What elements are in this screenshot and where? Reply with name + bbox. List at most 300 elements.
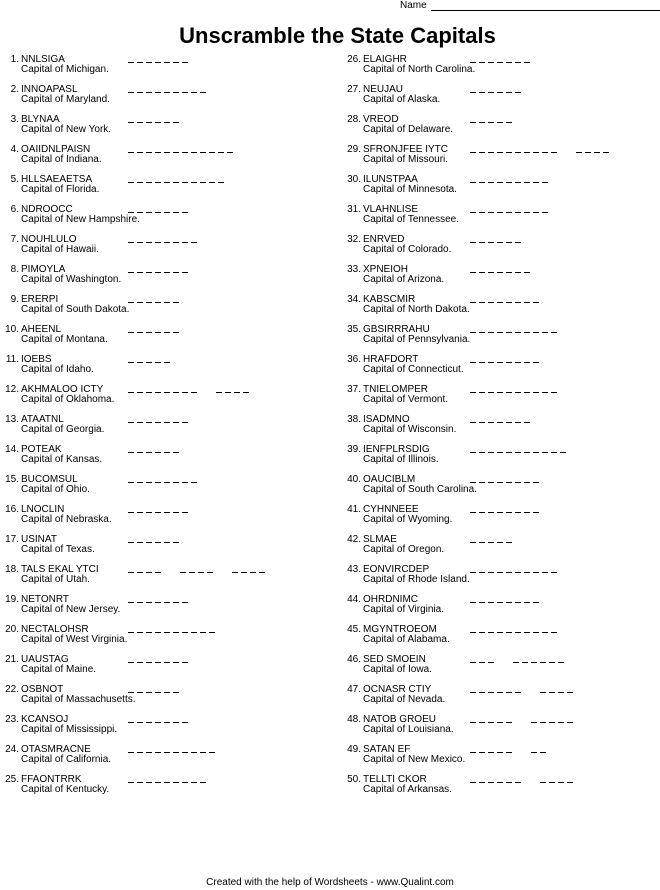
letter-blank[interactable] (506, 388, 512, 393)
letter-blank[interactable] (146, 328, 152, 333)
letter-blank[interactable] (218, 178, 224, 183)
letter-blank[interactable] (470, 58, 476, 63)
letter-blank[interactable] (146, 298, 152, 303)
letter-blank[interactable] (488, 778, 494, 783)
letter-blank[interactable] (515, 778, 521, 783)
letter-blank[interactable] (155, 448, 161, 453)
letter-blank[interactable] (515, 508, 521, 513)
letter-blank[interactable] (551, 448, 557, 453)
letter-blank[interactable] (533, 298, 539, 303)
letter-blank[interactable] (128, 778, 134, 783)
letter-blank[interactable] (128, 538, 134, 543)
letter-blank[interactable] (128, 298, 134, 303)
letter-blank[interactable] (506, 478, 512, 483)
letter-blank[interactable] (182, 88, 188, 93)
letter-blank[interactable] (533, 328, 539, 333)
letter-blank[interactable] (173, 178, 179, 183)
letter-blank[interactable] (146, 748, 152, 753)
letter-blank[interactable] (506, 598, 512, 603)
letter-blank[interactable] (506, 358, 512, 363)
letter-blank[interactable] (542, 148, 548, 153)
letter-blank[interactable] (470, 208, 476, 213)
letter-blank[interactable] (182, 718, 188, 723)
letter-blank[interactable] (209, 748, 215, 753)
letter-blank[interactable] (488, 598, 494, 603)
letter-blank[interactable] (515, 358, 521, 363)
letter-blank[interactable] (164, 58, 170, 63)
letter-blank[interactable] (515, 568, 521, 573)
letter-blank[interactable] (488, 658, 494, 663)
letter-blank[interactable] (146, 658, 152, 663)
letter-blank[interactable] (191, 778, 197, 783)
letter-blank[interactable] (497, 778, 503, 783)
letter-blank[interactable] (506, 508, 512, 513)
letter-blank[interactable] (173, 148, 179, 153)
letter-blank[interactable] (155, 508, 161, 513)
letter-blank[interactable] (479, 268, 485, 273)
letter-blank[interactable] (146, 778, 152, 783)
letter-blank[interactable] (173, 538, 179, 543)
letter-blank[interactable] (173, 208, 179, 213)
letter-blank[interactable] (146, 388, 152, 393)
letter-blank[interactable] (128, 688, 134, 693)
letter-blank[interactable] (128, 508, 134, 513)
letter-blank[interactable] (146, 118, 152, 123)
letter-blank[interactable] (524, 208, 530, 213)
letter-blank[interactable] (533, 148, 539, 153)
letter-blank[interactable] (164, 388, 170, 393)
letter-blank[interactable] (524, 298, 530, 303)
letter-blank[interactable] (164, 478, 170, 483)
letter-blank[interactable] (488, 148, 494, 153)
letter-blank[interactable] (173, 628, 179, 633)
letter-blank[interactable] (549, 688, 555, 693)
letter-blank[interactable] (137, 88, 143, 93)
letter-blank[interactable] (470, 448, 476, 453)
letter-blank[interactable] (164, 118, 170, 123)
letter-blank[interactable] (155, 628, 161, 633)
letter-blank[interactable] (531, 658, 537, 663)
letter-blank[interactable] (146, 88, 152, 93)
letter-blank[interactable] (164, 688, 170, 693)
letter-blank[interactable] (173, 388, 179, 393)
letter-blank[interactable] (488, 388, 494, 393)
letter-blank[interactable] (542, 388, 548, 393)
letter-blank[interactable] (515, 148, 521, 153)
letter-blank[interactable] (173, 418, 179, 423)
letter-blank[interactable] (542, 208, 548, 213)
letter-blank[interactable] (585, 148, 591, 153)
letter-blank[interactable] (479, 478, 485, 483)
letter-blank[interactable] (128, 448, 134, 453)
letter-blank[interactable] (488, 118, 494, 123)
letter-blank[interactable] (173, 598, 179, 603)
letter-blank[interactable] (567, 718, 573, 723)
letter-blank[interactable] (549, 778, 555, 783)
letter-blank[interactable] (164, 88, 170, 93)
letter-blank[interactable] (173, 508, 179, 513)
letter-blank[interactable] (488, 88, 494, 93)
letter-blank[interactable] (137, 478, 143, 483)
letter-blank[interactable] (209, 148, 215, 153)
letter-blank[interactable] (533, 478, 539, 483)
letter-blank[interactable] (506, 418, 512, 423)
letter-blank[interactable] (524, 148, 530, 153)
letter-blank[interactable] (497, 298, 503, 303)
letter-blank[interactable] (540, 748, 546, 753)
letter-blank[interactable] (542, 568, 548, 573)
letter-blank[interactable] (155, 658, 161, 663)
letter-blank[interactable] (551, 628, 557, 633)
letter-blank[interactable] (232, 568, 238, 573)
letter-blank[interactable] (497, 88, 503, 93)
letter-blank[interactable] (497, 268, 503, 273)
letter-blank[interactable] (137, 328, 143, 333)
letter-blank[interactable] (200, 778, 206, 783)
letter-blank[interactable] (155, 148, 161, 153)
letter-blank[interactable] (155, 388, 161, 393)
letter-blank[interactable] (542, 178, 548, 183)
letter-blank[interactable] (182, 778, 188, 783)
letter-blank[interactable] (488, 748, 494, 753)
letter-blank[interactable] (533, 388, 539, 393)
letter-blank[interactable] (531, 718, 537, 723)
letter-blank[interactable] (488, 208, 494, 213)
letter-blank[interactable] (540, 778, 546, 783)
letter-blank[interactable] (549, 658, 555, 663)
letter-blank[interactable] (558, 688, 564, 693)
letter-blank[interactable] (173, 748, 179, 753)
letter-blank[interactable] (479, 688, 485, 693)
letter-blank[interactable] (191, 88, 197, 93)
letter-blank[interactable] (137, 628, 143, 633)
letter-blank[interactable] (479, 388, 485, 393)
letter-blank[interactable] (515, 238, 521, 243)
letter-blank[interactable] (164, 718, 170, 723)
letter-blank[interactable] (497, 538, 503, 543)
letter-blank[interactable] (542, 328, 548, 333)
letter-blank[interactable] (155, 238, 161, 243)
letter-blank[interactable] (524, 508, 530, 513)
letter-blank[interactable] (488, 418, 494, 423)
letter-blank[interactable] (479, 658, 485, 663)
letter-blank[interactable] (164, 358, 170, 363)
letter-blank[interactable] (488, 538, 494, 543)
letter-blank[interactable] (567, 688, 573, 693)
letter-blank[interactable] (506, 88, 512, 93)
letter-blank[interactable] (182, 748, 188, 753)
letter-blank[interactable] (164, 598, 170, 603)
letter-blank[interactable] (479, 778, 485, 783)
letter-blank[interactable] (164, 298, 170, 303)
letter-blank[interactable] (182, 238, 188, 243)
letter-blank[interactable] (234, 388, 240, 393)
letter-blank[interactable] (155, 688, 161, 693)
letter-blank[interactable] (146, 208, 152, 213)
letter-blank[interactable] (497, 568, 503, 573)
letter-blank[interactable] (198, 568, 204, 573)
letter-blank[interactable] (155, 418, 161, 423)
letter-blank[interactable] (128, 148, 134, 153)
letter-blank[interactable] (479, 238, 485, 243)
letter-blank[interactable] (506, 118, 512, 123)
letter-blank[interactable] (497, 358, 503, 363)
letter-blank[interactable] (470, 148, 476, 153)
letter-blank[interactable] (241, 568, 247, 573)
letter-blank[interactable] (259, 568, 265, 573)
letter-blank[interactable] (479, 538, 485, 543)
letter-blank[interactable] (533, 448, 539, 453)
letter-blank[interactable] (533, 508, 539, 513)
letter-blank[interactable] (164, 778, 170, 783)
letter-blank[interactable] (209, 178, 215, 183)
letter-blank[interactable] (137, 178, 143, 183)
letter-blank[interactable] (182, 388, 188, 393)
letter-blank[interactable] (155, 88, 161, 93)
letter-blank[interactable] (470, 568, 476, 573)
letter-blank[interactable] (497, 628, 503, 633)
letter-blank[interactable] (137, 268, 143, 273)
letter-blank[interactable] (191, 388, 197, 393)
letter-blank[interactable] (146, 268, 152, 273)
letter-blank[interactable] (497, 388, 503, 393)
letter-blank[interactable] (470, 298, 476, 303)
letter-blank[interactable] (146, 718, 152, 723)
letter-blank[interactable] (524, 628, 530, 633)
letter-blank[interactable] (209, 628, 215, 633)
letter-blank[interactable] (515, 328, 521, 333)
letter-blank[interactable] (479, 148, 485, 153)
letter-blank[interactable] (128, 208, 134, 213)
letter-blank[interactable] (533, 568, 539, 573)
letter-blank[interactable] (479, 628, 485, 633)
letter-blank[interactable] (515, 628, 521, 633)
letter-blank[interactable] (137, 238, 143, 243)
letter-blank[interactable] (182, 658, 188, 663)
letter-blank[interactable] (164, 658, 170, 663)
letter-blank[interactable] (191, 238, 197, 243)
letter-blank[interactable] (524, 58, 530, 63)
letter-blank[interactable] (470, 658, 476, 663)
letter-blank[interactable] (128, 598, 134, 603)
letter-blank[interactable] (576, 148, 582, 153)
letter-blank[interactable] (182, 478, 188, 483)
letter-blank[interactable] (173, 268, 179, 273)
letter-blank[interactable] (164, 418, 170, 423)
letter-blank[interactable] (173, 778, 179, 783)
letter-blank[interactable] (146, 178, 152, 183)
letter-blank[interactable] (155, 268, 161, 273)
letter-blank[interactable] (146, 478, 152, 483)
letter-blank[interactable] (146, 688, 152, 693)
letter-blank[interactable] (488, 718, 494, 723)
letter-blank[interactable] (191, 148, 197, 153)
letter-blank[interactable] (497, 478, 503, 483)
letter-blank[interactable] (137, 718, 143, 723)
letter-blank[interactable] (137, 58, 143, 63)
letter-blank[interactable] (250, 568, 256, 573)
letter-blank[interactable] (137, 598, 143, 603)
letter-blank[interactable] (497, 58, 503, 63)
letter-blank[interactable] (524, 358, 530, 363)
letter-blank[interactable] (173, 718, 179, 723)
letter-blank[interactable] (470, 268, 476, 273)
letter-blank[interactable] (497, 178, 503, 183)
letter-blank[interactable] (488, 478, 494, 483)
letter-blank[interactable] (506, 178, 512, 183)
letter-blank[interactable] (506, 58, 512, 63)
letter-blank[interactable] (200, 178, 206, 183)
letter-blank[interactable] (497, 118, 503, 123)
letter-blank[interactable] (497, 238, 503, 243)
letter-blank[interactable] (173, 238, 179, 243)
letter-blank[interactable] (515, 598, 521, 603)
letter-blank[interactable] (173, 88, 179, 93)
letter-blank[interactable] (137, 388, 143, 393)
letter-blank[interactable] (128, 268, 134, 273)
letter-blank[interactable] (137, 778, 143, 783)
letter-blank[interactable] (164, 148, 170, 153)
letter-blank[interactable] (506, 448, 512, 453)
letter-blank[interactable] (524, 418, 530, 423)
letter-blank[interactable] (470, 538, 476, 543)
letter-blank[interactable] (533, 208, 539, 213)
letter-blank[interactable] (533, 628, 539, 633)
letter-blank[interactable] (146, 448, 152, 453)
letter-blank[interactable] (479, 418, 485, 423)
letter-blank[interactable] (497, 508, 503, 513)
letter-blank[interactable] (146, 538, 152, 543)
letter-blank[interactable] (470, 478, 476, 483)
letter-blank[interactable] (137, 568, 143, 573)
letter-blank[interactable] (182, 418, 188, 423)
letter-blank[interactable] (567, 778, 573, 783)
letter-blank[interactable] (137, 538, 143, 543)
letter-blank[interactable] (524, 388, 530, 393)
letter-blank[interactable] (479, 448, 485, 453)
letter-blank[interactable] (497, 688, 503, 693)
letter-blank[interactable] (515, 478, 521, 483)
letter-blank[interactable] (524, 598, 530, 603)
letter-blank[interactable] (506, 718, 512, 723)
letter-blank[interactable] (497, 448, 503, 453)
letter-blank[interactable] (180, 568, 186, 573)
letter-blank[interactable] (137, 688, 143, 693)
letter-blank[interactable] (479, 598, 485, 603)
letter-blank[interactable] (146, 58, 152, 63)
letter-blank[interactable] (479, 358, 485, 363)
letter-blank[interactable] (551, 388, 557, 393)
letter-blank[interactable] (515, 298, 521, 303)
letter-blank[interactable] (506, 148, 512, 153)
letter-blank[interactable] (594, 148, 600, 153)
letter-blank[interactable] (506, 298, 512, 303)
letter-blank[interactable] (470, 118, 476, 123)
letter-blank[interactable] (173, 658, 179, 663)
letter-blank[interactable] (164, 448, 170, 453)
letter-blank[interactable] (128, 88, 134, 93)
letter-blank[interactable] (497, 718, 503, 723)
letter-blank[interactable] (497, 598, 503, 603)
letter-blank[interactable] (137, 748, 143, 753)
letter-blank[interactable] (128, 58, 134, 63)
letter-blank[interactable] (182, 628, 188, 633)
letter-blank[interactable] (506, 688, 512, 693)
letter-blank[interactable] (128, 178, 134, 183)
letter-blank[interactable] (515, 268, 521, 273)
letter-blank[interactable] (515, 88, 521, 93)
letter-blank[interactable] (488, 358, 494, 363)
letter-blank[interactable] (200, 88, 206, 93)
letter-blank[interactable] (542, 448, 548, 453)
letter-blank[interactable] (488, 688, 494, 693)
letter-blank[interactable] (524, 268, 530, 273)
letter-blank[interactable] (164, 268, 170, 273)
letter-blank[interactable] (488, 238, 494, 243)
letter-blank[interactable] (146, 568, 152, 573)
letter-blank[interactable] (146, 598, 152, 603)
letter-blank[interactable] (506, 778, 512, 783)
letter-blank[interactable] (128, 658, 134, 663)
letter-blank[interactable] (479, 568, 485, 573)
letter-blank[interactable] (173, 58, 179, 63)
letter-blank[interactable] (497, 208, 503, 213)
letter-blank[interactable] (137, 448, 143, 453)
letter-blank[interactable] (533, 598, 539, 603)
letter-blank[interactable] (470, 178, 476, 183)
letter-blank[interactable] (470, 718, 476, 723)
letter-blank[interactable] (182, 178, 188, 183)
letter-blank[interactable] (524, 478, 530, 483)
letter-blank[interactable] (506, 538, 512, 543)
letter-blank[interactable] (216, 388, 222, 393)
letter-blank[interactable] (540, 688, 546, 693)
letter-blank[interactable] (155, 538, 161, 543)
letter-blank[interactable] (479, 748, 485, 753)
letter-blank[interactable] (506, 568, 512, 573)
letter-blank[interactable] (470, 688, 476, 693)
letter-blank[interactable] (479, 718, 485, 723)
letter-blank[interactable] (128, 388, 134, 393)
letter-blank[interactable] (164, 508, 170, 513)
letter-blank[interactable] (506, 238, 512, 243)
name-blank-line[interactable] (431, 10, 660, 11)
letter-blank[interactable] (191, 628, 197, 633)
letter-blank[interactable] (164, 538, 170, 543)
letter-blank[interactable] (146, 418, 152, 423)
letter-blank[interactable] (146, 148, 152, 153)
letter-blank[interactable] (479, 88, 485, 93)
letter-blank[interactable] (137, 418, 143, 423)
letter-blank[interactable] (155, 718, 161, 723)
letter-blank[interactable] (137, 508, 143, 513)
letter-blank[interactable] (488, 58, 494, 63)
letter-blank[interactable] (515, 58, 521, 63)
letter-blank[interactable] (479, 118, 485, 123)
letter-blank[interactable] (470, 418, 476, 423)
letter-blank[interactable] (479, 508, 485, 513)
letter-blank[interactable] (207, 568, 213, 573)
letter-blank[interactable] (551, 568, 557, 573)
letter-blank[interactable] (506, 268, 512, 273)
letter-blank[interactable] (200, 748, 206, 753)
letter-blank[interactable] (182, 508, 188, 513)
letter-blank[interactable] (488, 448, 494, 453)
letter-blank[interactable] (551, 328, 557, 333)
letter-blank[interactable] (173, 478, 179, 483)
letter-blank[interactable] (137, 658, 143, 663)
letter-blank[interactable] (191, 178, 197, 183)
